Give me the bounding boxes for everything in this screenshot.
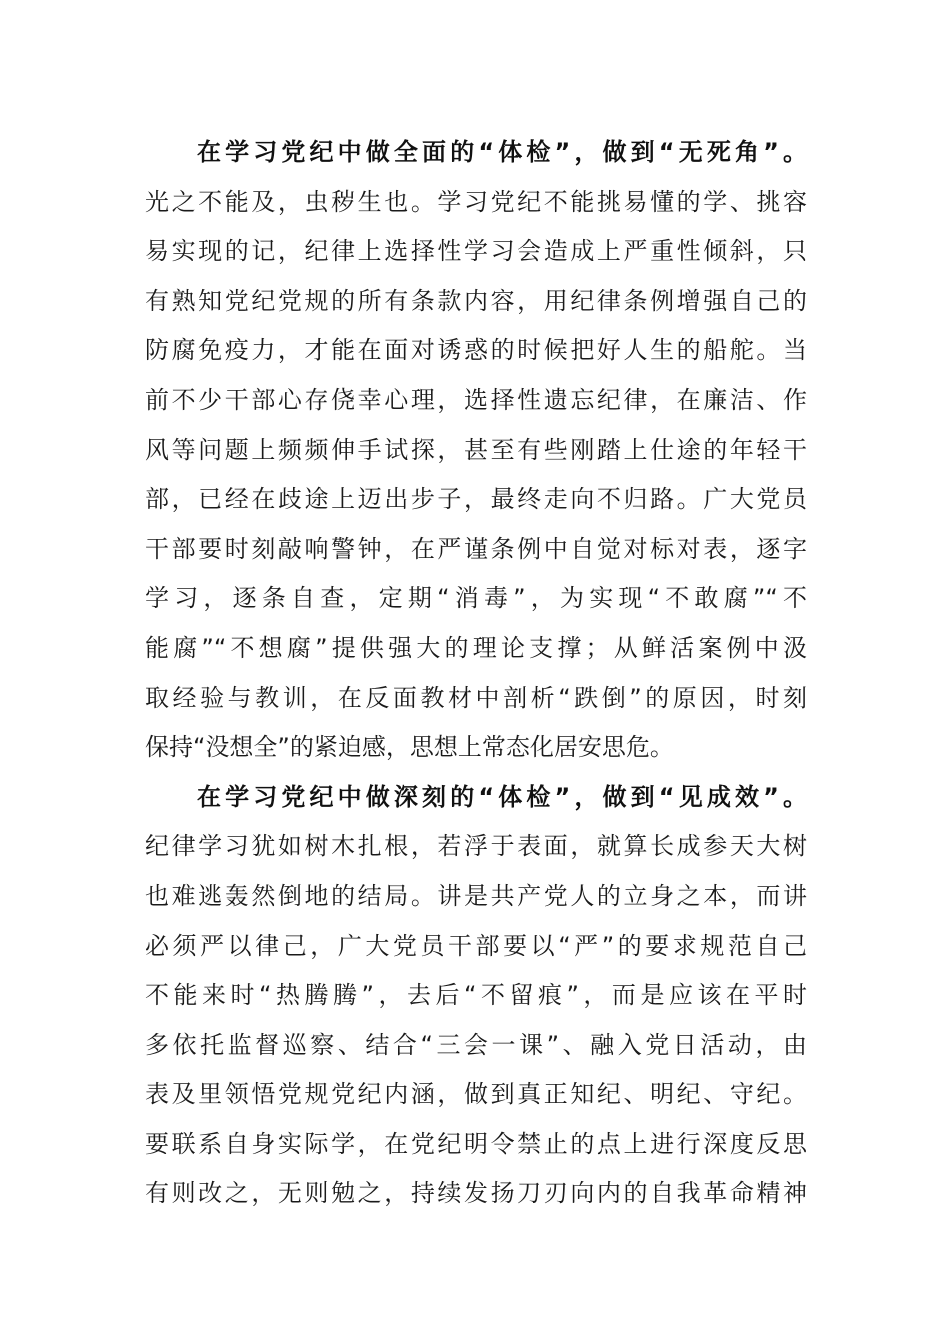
paragraph-line: 风等问题上频频伸手试探，甚至有些刚踏上仕途的年轻干 [145,435,807,464]
paragraph-line: 多依托监督巡察、结合“三会一课”、融入党日活动，由 [145,1030,807,1059]
paragraph-line: 有熟知党纪党规的所有条款内容，用纪律条例增强自己的 [145,286,807,315]
paragraph-line: 保持“没想全”的紧迫感，思想上常态化居安思危。 [145,733,674,762]
paragraph-line: 部，已经在歧途上迈出步子，最终走向不归路。广大党员 [145,485,807,514]
paragraph-line: 也难逃轰然倒地的结局。讲是共产党人的立身之本，而讲 [145,881,807,910]
paragraph-line: 不能来时“热腾腾”，去后“不留痕”，而是应该在平时 [145,981,807,1010]
paragraph-line: 纪律学习犹如树木扎根，若浮于表面，就算长成参天大树 [145,832,807,861]
paragraph-line: 防腐免疫力，才能在面对诱惑的时候把好人生的船舵。当 [145,336,807,365]
paragraph-line: 学习，逐条自查，定期“消毒”，为实现“不敢腐”“不 [145,584,807,613]
paragraph-heading: 在学习党纪中做深刻的“体检”，做到“见成效”。 [197,782,807,811]
paragraph-line: 干部要时刻敲响警钟，在严谨条例中自觉对标对表，逐字 [145,534,807,563]
paragraph-line: 光之不能及，虫秽生也。学习党纪不能挑易懂的学、挑容 [145,187,807,216]
paragraph-line: 易实现的记，纪律上选择性学习会造成上严重性倾斜，只 [145,237,807,266]
paragraph-line: 要联系自身实际学，在党纪明令禁止的点上进行深度反思 [145,1129,807,1158]
paragraph-line: 能腐”“不想腐”提供强大的理论支撑；从鲜活案例中汲 [145,633,807,662]
paragraph-line: 有则改之，无则勉之，持续发扬刀刃向内的自我革命精神 [145,1179,807,1208]
paragraph-line: 必须严以律己，广大党员干部要以“严”的要求规范自己 [145,931,807,960]
paragraph-line: 取经验与教训，在反面教材中剖析“跌倒”的原因，时刻 [145,683,807,712]
paragraph-line: 前不少干部心存侥幸心理，选择性遗忘纪律，在廉洁、作 [145,385,807,414]
document-body [145,128,807,1219]
paragraph-line: 表及里领悟党规党纪内涵，做到真正知纪、明纪、守纪。 [145,1080,807,1109]
paragraph-heading: 在学习党纪中做全面的“体检”，做到“无死角”。 [197,138,807,166]
